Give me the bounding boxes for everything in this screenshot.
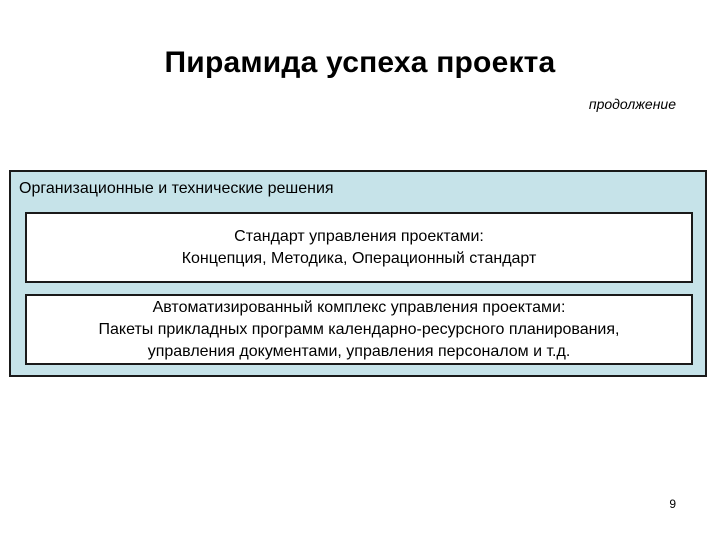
panel-heading: Организационные и технические решения [19,180,334,197]
slide-title: Пирамида успеха проекта [164,46,556,79]
solutions-panel [9,170,707,377]
pm-standard-line-1: Стандарт управления проектами: [234,227,484,245]
automated-complex-line-2: Пакеты прикладных программ календарно-ресурсного планирования, [98,320,620,338]
slide-subtitle: продолжение [588,96,676,112]
pm-standard-line-2: Концепция, Методика, Операционный стандарт [181,249,537,267]
automated-complex-line-1: Автоматизированный комплекс управления проектами: [152,298,566,316]
automated-complex-box [25,294,693,365]
pm-standard-box [25,212,693,283]
page-number: 9 [669,497,676,511]
automated-complex-line-3: управления документами, управления персоналом и т.д. [147,342,571,360]
